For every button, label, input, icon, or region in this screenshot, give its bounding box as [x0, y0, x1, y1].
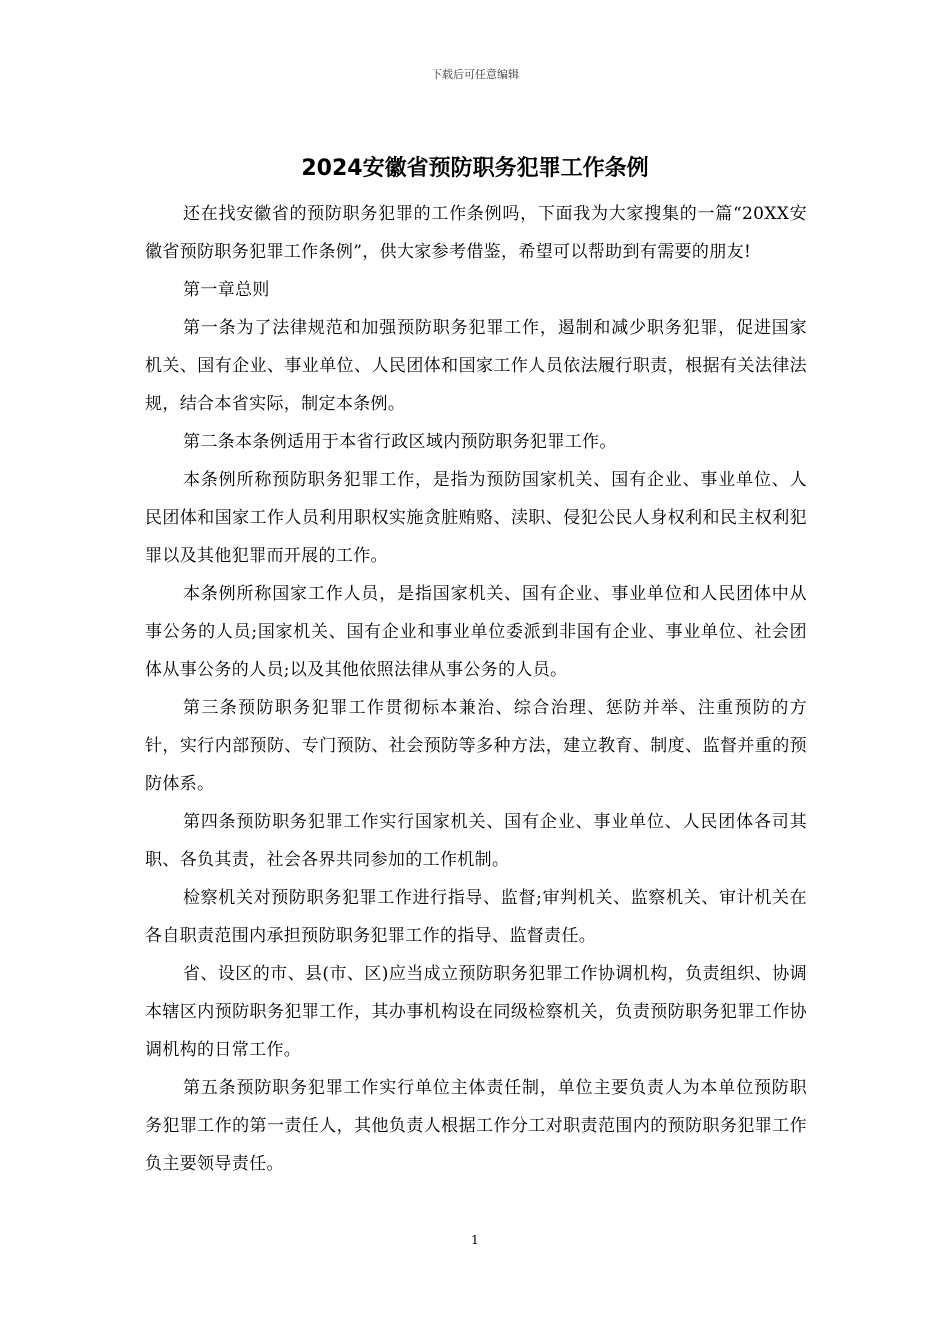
- chapter-heading: 第一章总则: [183, 280, 270, 300]
- article-4-supervision: 检察机关对预防职务犯罪工作进行指导、监督;审判机关、监察机关、审计机关在各自职责范围内承担预防职务犯罪工作的指导、监督责任。: [145, 888, 807, 946]
- intro-paragraph: 还在找安徽省的预防职务犯罪的工作条例吗，下面我为大家搜集的一篇“20XX安徽省预防职务犯罪工作条例”，供大家参考借鉴，希望可以帮助到有需要的朋友!: [145, 204, 807, 262]
- article-2-paragraph: 第二条本条例适用于本省行政区域内预防职务犯罪工作。: [183, 432, 617, 452]
- page-number: 1: [471, 1233, 479, 1247]
- article-1-paragraph: 第一条为了法律规范和加强预防职务犯罪工作，遏制和减少职务犯罪，促进国家机关、国有企业、事业单位、人民团体和国家工作人员依法履行职责，根据有关法律法规，结合本省实际，制定本条例。: [145, 318, 807, 414]
- article-3-paragraph: 第三条预防职务犯罪工作贯彻标本兼治、综合治理、惩防并举、注重预防的方针，实行内部预防、专门预防、社会预防等多种方法，建立教育、制度、监督并重的预防体系。: [145, 698, 807, 794]
- article-2-definition-personnel: 本条例所称国家工作人员，是指国家机关、国有企业、事业单位和人民团体中从事公务的人员;国家机关、国有企业和事业单位委派到非国有企业、事业单位、社会团体从事公务的人员;以及其他依照法律从事公务的人员。: [145, 584, 807, 680]
- page-header-note: 下载后可任意编辑: [431, 68, 519, 81]
- article-2-definition-work: 本条例所称预防职务犯罪工作，是指为预防国家机关、国有企业、事业单位、人民团体和国家工作人员利用职权实施贪脏贿赂、渎职、侵犯公民人身权利和民主权利犯罪以及其他犯罪而开展的工作。: [145, 470, 807, 566]
- article-4-coordination: 省、设区的市、县(市、区)应当成立预防职务犯罪工作协调机构，负责组织、协调本辖区内预防职务犯罪工作，其办事机构设在同级检察机关，负责预防职务犯罪工作协调机构的日常工作。: [145, 964, 807, 1060]
- article-5-paragraph: 第五条预防职务犯罪工作实行单位主体责任制，单位主要负责人为本单位预防职务犯罪工作的第一责任人，其他负责人根据工作分工对职责范围内的预防职务犯罪工作负主要领导责任。: [145, 1078, 807, 1174]
- document-body: [145, 195, 807, 1183]
- document-title: 2024安徽省预防职务犯罪工作条例: [301, 156, 649, 181]
- article-4-paragraph: 第四条预防职务犯罪工作实行国家机关、国有企业、事业单位、人民团体各司其职、各负其责，社会各界共同参加的工作机制。: [145, 812, 807, 870]
